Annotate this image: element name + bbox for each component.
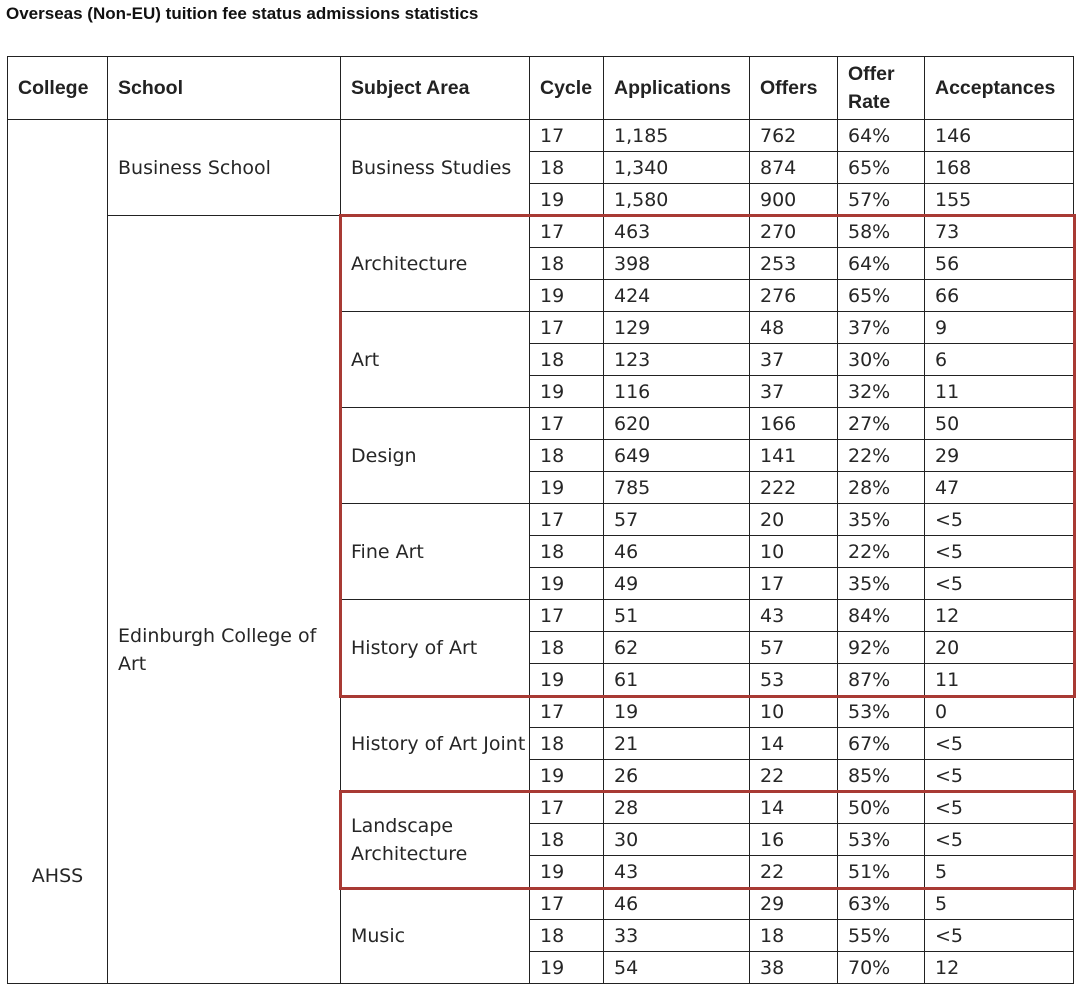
offers-cell: 874 <box>750 152 838 184</box>
offer-rate-cell: 55% <box>838 920 925 952</box>
offers-cell: 14 <box>750 792 838 824</box>
applications-cell: 620 <box>604 408 750 440</box>
offer-rate-cell: 64% <box>838 248 925 280</box>
offers-cell: 38 <box>750 952 838 984</box>
header-offer-rate: Offer Rate <box>838 57 925 120</box>
offers-cell: 53 <box>750 664 838 696</box>
cycle-cell: 17 <box>530 408 604 440</box>
applications-cell: 1,340 <box>604 152 750 184</box>
applications-cell: 649 <box>604 440 750 472</box>
cycle-cell: 18 <box>530 728 604 760</box>
applications-cell: 129 <box>604 312 750 344</box>
acceptances-cell: 20 <box>925 632 1074 664</box>
header-acceptances: Acceptances <box>925 57 1074 120</box>
offers-cell: 29 <box>750 888 838 920</box>
cycle-cell: 18 <box>530 632 604 664</box>
subject-area-cell: Business Studies <box>341 120 530 216</box>
cycle-cell: 19 <box>530 856 604 888</box>
acceptances-cell: 155 <box>925 184 1074 216</box>
applications-cell: 46 <box>604 888 750 920</box>
offer-rate-cell: 92% <box>838 632 925 664</box>
cycle-cell: 17 <box>530 696 604 728</box>
offers-cell: 57 <box>750 632 838 664</box>
acceptances-cell: 6 <box>925 344 1074 376</box>
cycle-cell: 17 <box>530 216 604 248</box>
offers-cell: 17 <box>750 568 838 600</box>
cycle-cell: 17 <box>530 600 604 632</box>
admissions-table <box>7 56 1074 984</box>
applications-cell: 51 <box>604 600 750 632</box>
acceptances-cell: 12 <box>925 600 1074 632</box>
cycle-cell: 18 <box>530 824 604 856</box>
subject-area-cell: Art <box>341 312 530 408</box>
offer-rate-cell: 35% <box>838 568 925 600</box>
cycle-cell: 19 <box>530 952 604 984</box>
offer-rate-cell: 32% <box>838 376 925 408</box>
applications-cell: 21 <box>604 728 750 760</box>
applications-cell: 46 <box>604 536 750 568</box>
offers-cell: 37 <box>750 344 838 376</box>
offer-rate-cell: 27% <box>838 408 925 440</box>
offers-cell: 900 <box>750 184 838 216</box>
applications-cell: 61 <box>604 664 750 696</box>
cycle-cell: 19 <box>530 184 604 216</box>
subject-area-cell: Fine Art <box>341 504 530 600</box>
acceptances-cell: 11 <box>925 664 1074 696</box>
acceptances-cell: 66 <box>925 280 1074 312</box>
acceptances-cell: 11 <box>925 376 1074 408</box>
acceptances-cell: 146 <box>925 120 1074 152</box>
offer-rate-cell: 67% <box>838 728 925 760</box>
cycle-cell: 18 <box>530 536 604 568</box>
acceptances-cell: 0 <box>925 696 1074 728</box>
offer-rate-cell: 63% <box>838 888 925 920</box>
acceptances-cell: 9 <box>925 312 1074 344</box>
offers-cell: 253 <box>750 248 838 280</box>
header-subject-area: Subject Area <box>341 57 530 120</box>
offer-rate-cell: 57% <box>838 184 925 216</box>
acceptances-cell: <5 <box>925 728 1074 760</box>
acceptances-cell: 12 <box>925 952 1074 984</box>
acceptances-cell: 73 <box>925 216 1074 248</box>
applications-cell: 49 <box>604 568 750 600</box>
subject-area-cell: History of Art <box>341 600 530 696</box>
page-title: Overseas (Non-EU) tuition fee status admissions statistics <box>6 4 479 23</box>
subject-area-cell: Architecture <box>341 216 530 312</box>
offers-cell: 48 <box>750 312 838 344</box>
subject-area-cell: Landscape Architecture <box>341 792 530 888</box>
offer-rate-cell: 65% <box>838 152 925 184</box>
applications-cell: 54 <box>604 952 750 984</box>
cycle-cell: 17 <box>530 792 604 824</box>
offers-cell: 270 <box>750 216 838 248</box>
acceptances-cell: 5 <box>925 888 1074 920</box>
offers-cell: 20 <box>750 504 838 536</box>
subject-area-cell: History of Art Joint <box>341 696 530 792</box>
acceptances-cell: <5 <box>925 568 1074 600</box>
cycle-cell: 17 <box>530 504 604 536</box>
offer-rate-cell: 35% <box>838 504 925 536</box>
header-school: School <box>108 57 341 120</box>
acceptances-cell: <5 <box>925 760 1074 792</box>
offers-cell: 10 <box>750 536 838 568</box>
offer-rate-cell: 70% <box>838 952 925 984</box>
acceptances-cell: 50 <box>925 408 1074 440</box>
offer-rate-cell: 65% <box>838 280 925 312</box>
offers-cell: 762 <box>750 120 838 152</box>
applications-cell: 26 <box>604 760 750 792</box>
applications-cell: 785 <box>604 472 750 504</box>
school-cell: Business School <box>108 120 341 216</box>
offers-cell: 276 <box>750 280 838 312</box>
applications-cell: 398 <box>604 248 750 280</box>
table-body <box>8 120 1074 984</box>
offer-rate-cell: 50% <box>838 792 925 824</box>
applications-cell: 43 <box>604 856 750 888</box>
cycle-cell: 19 <box>530 472 604 504</box>
offers-cell: 10 <box>750 696 838 728</box>
subject-area-cell: Music <box>341 888 530 984</box>
offers-cell: 141 <box>750 440 838 472</box>
cycle-cell: 18 <box>530 248 604 280</box>
acceptances-cell: <5 <box>925 920 1074 952</box>
applications-cell: 19 <box>604 696 750 728</box>
offer-rate-cell: 28% <box>838 472 925 504</box>
table-row <box>8 120 1074 152</box>
applications-cell: 57 <box>604 504 750 536</box>
offers-cell: 43 <box>750 600 838 632</box>
acceptances-cell: 47 <box>925 472 1074 504</box>
header-applications: Applications <box>604 57 750 120</box>
applications-cell: 33 <box>604 920 750 952</box>
applications-cell: 123 <box>604 344 750 376</box>
cycle-cell: 18 <box>530 344 604 376</box>
applications-cell: 1,580 <box>604 184 750 216</box>
cycle-cell: 17 <box>530 312 604 344</box>
offers-cell: 18 <box>750 920 838 952</box>
offer-rate-cell: 64% <box>838 120 925 152</box>
acceptances-cell: 56 <box>925 248 1074 280</box>
cycle-cell: 19 <box>530 760 604 792</box>
school-cell: Edinburgh College of Art <box>108 216 341 984</box>
applications-cell: 1,185 <box>604 120 750 152</box>
cycle-cell: 17 <box>530 120 604 152</box>
acceptances-cell: 5 <box>925 856 1074 888</box>
offer-rate-cell: 85% <box>838 760 925 792</box>
offer-rate-cell: 30% <box>838 344 925 376</box>
applications-cell: 424 <box>604 280 750 312</box>
header-college: College <box>8 57 108 120</box>
cycle-cell: 18 <box>530 440 604 472</box>
applications-cell: 62 <box>604 632 750 664</box>
table-row <box>8 216 1074 248</box>
subject-area-cell: Design <box>341 408 530 504</box>
cycle-cell: 19 <box>530 376 604 408</box>
acceptances-cell: <5 <box>925 792 1074 824</box>
offers-cell: 16 <box>750 824 838 856</box>
cycle-cell: 17 <box>530 888 604 920</box>
offers-cell: 22 <box>750 760 838 792</box>
offer-rate-cell: 22% <box>838 440 925 472</box>
offer-rate-cell: 37% <box>838 312 925 344</box>
offer-rate-cell: 84% <box>838 600 925 632</box>
offers-cell: 14 <box>750 728 838 760</box>
offer-rate-cell: 53% <box>838 696 925 728</box>
applications-cell: 30 <box>604 824 750 856</box>
offer-rate-cell: 87% <box>838 664 925 696</box>
offer-rate-cell: 53% <box>838 824 925 856</box>
acceptances-cell: <5 <box>925 536 1074 568</box>
header-cycle: Cycle <box>530 57 604 120</box>
offers-cell: 37 <box>750 376 838 408</box>
header-row <box>8 57 1074 120</box>
offers-cell: 166 <box>750 408 838 440</box>
cycle-cell: 19 <box>530 568 604 600</box>
offer-rate-cell: 58% <box>838 216 925 248</box>
offers-cell: 22 <box>750 856 838 888</box>
offer-rate-cell: 22% <box>838 536 925 568</box>
header-offers: Offers <box>750 57 838 120</box>
applications-cell: 116 <box>604 376 750 408</box>
acceptances-cell: <5 <box>925 504 1074 536</box>
cycle-cell: 18 <box>530 152 604 184</box>
cycle-cell: 19 <box>530 664 604 696</box>
offers-cell: 222 <box>750 472 838 504</box>
applications-cell: 28 <box>604 792 750 824</box>
applications-cell: 463 <box>604 216 750 248</box>
college-cell: AHSS <box>8 120 108 984</box>
acceptances-cell: 168 <box>925 152 1074 184</box>
acceptances-cell: <5 <box>925 824 1074 856</box>
cycle-cell: 18 <box>530 920 604 952</box>
acceptances-cell: 29 <box>925 440 1074 472</box>
cycle-cell: 19 <box>530 280 604 312</box>
offer-rate-cell: 51% <box>838 856 925 888</box>
